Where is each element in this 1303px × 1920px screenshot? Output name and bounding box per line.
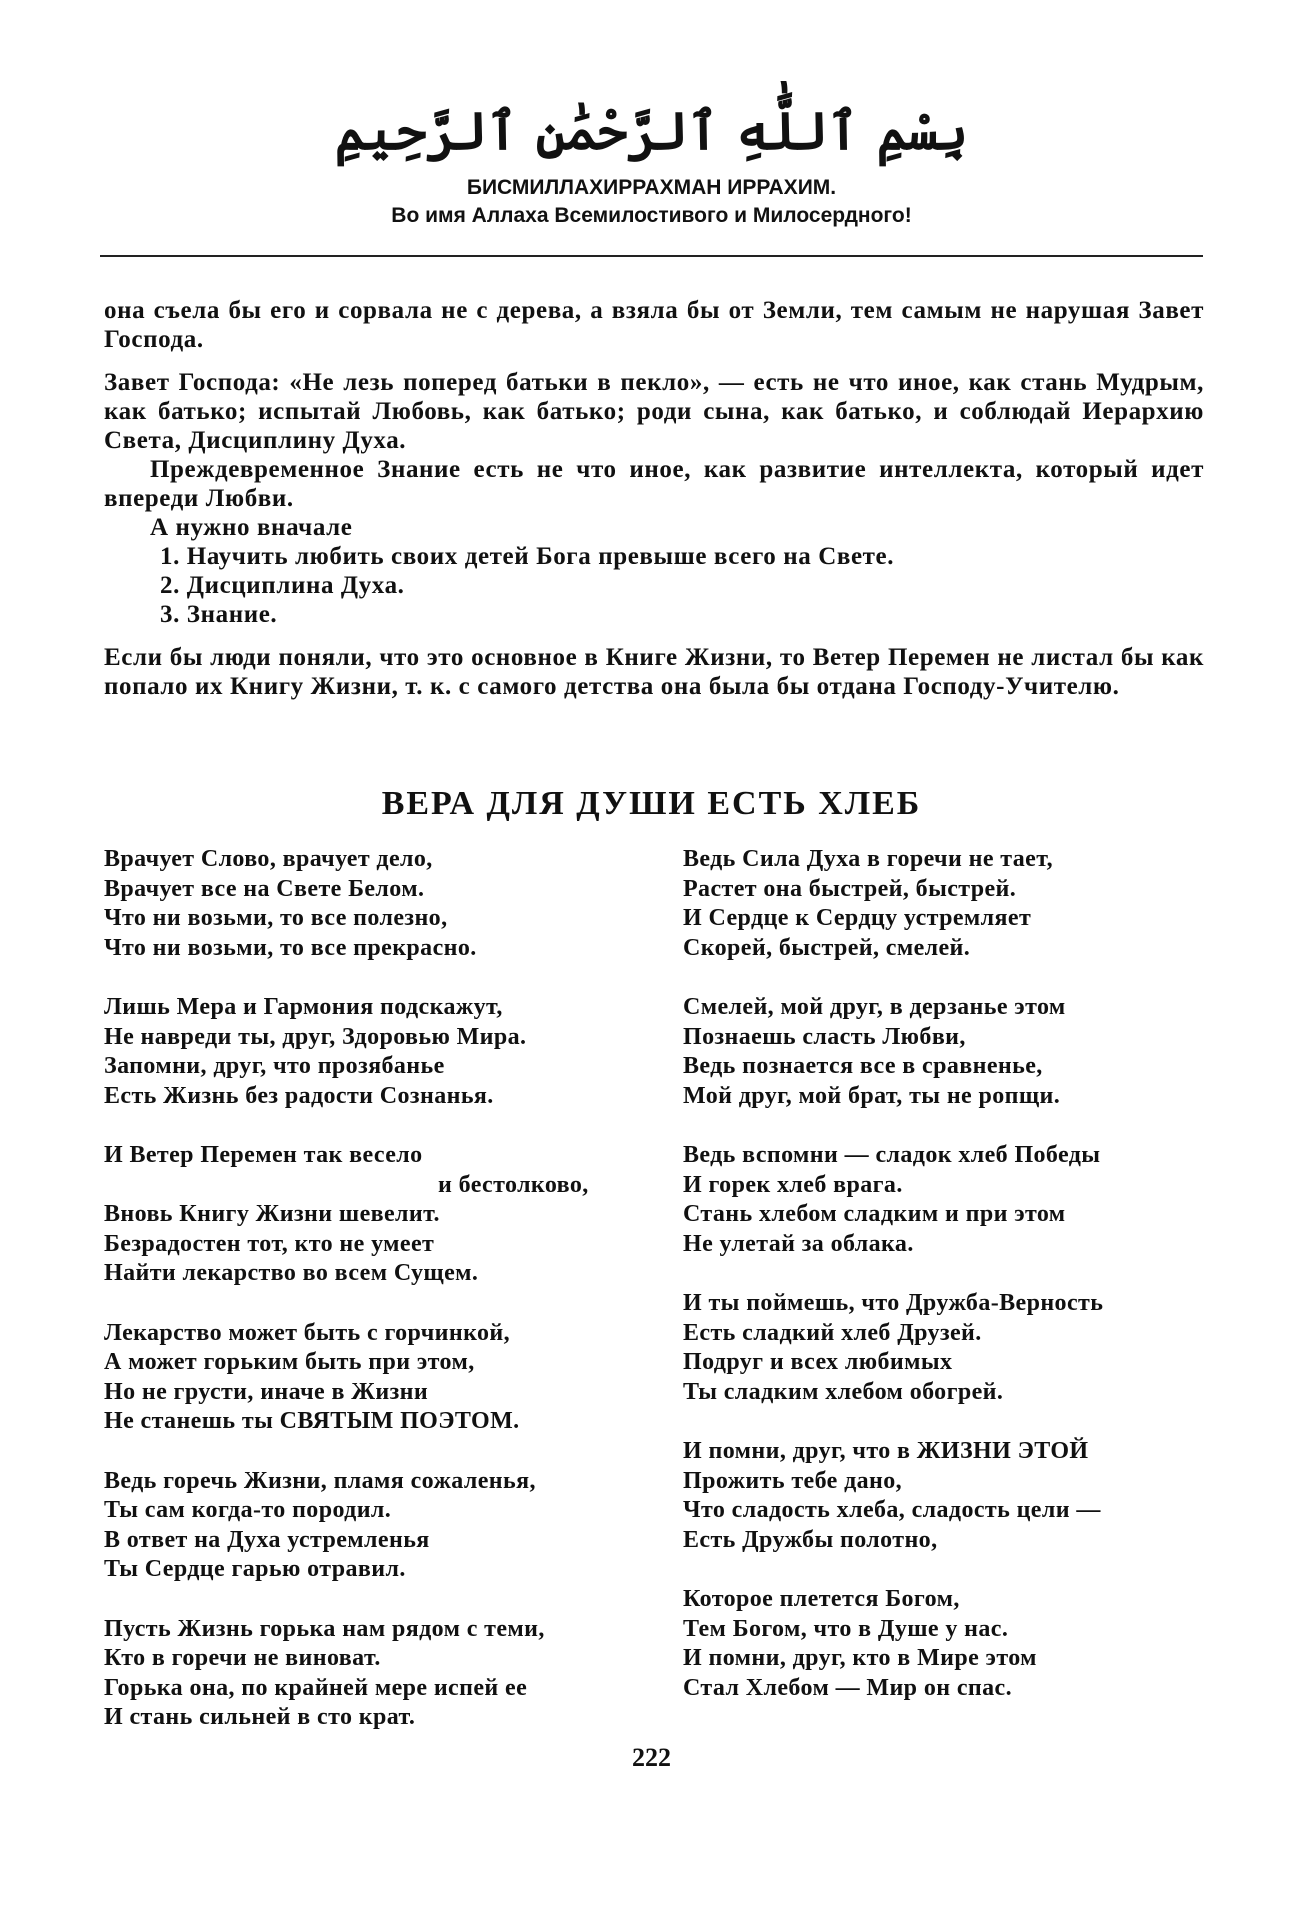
- list-item: 1. Научить любить своих детей Бога превыше всего на Свете.: [160, 543, 895, 570]
- poem-line: Не улетай за облака.: [683, 1230, 914, 1257]
- poem-line-continuation: и бестолково,: [438, 1171, 589, 1198]
- paragraph: она съела бы его и сорвала не с дерева, а взяла бы от Земли, тем самым не нарушая Завет Господа.: [104, 297, 1204, 353]
- stanza: [683, 845, 1213, 963]
- poem-line: Безрадостен тот, кто не умеет: [104, 1230, 435, 1257]
- stanza: [683, 1437, 1213, 1555]
- poem-line: Что ни возьми, то все прекрасно.: [104, 934, 477, 961]
- poem-line: Не навреди ты, друг, Здоровью Мира.: [104, 1023, 527, 1050]
- poem-line: Стал Хлебом — Мир он спас.: [683, 1674, 1012, 1701]
- poem-line: В ответ на Духа устремленья: [104, 1526, 430, 1553]
- stanza: [104, 845, 664, 963]
- poem-line: Подруг и всех любимых: [683, 1349, 953, 1375]
- poem-line: Не станешь ты СВЯТЫМ ПОЭТОМ.: [104, 1408, 520, 1434]
- poem-line: И горек хлеб врага.: [683, 1171, 903, 1198]
- poem-line: Есть сладкий хлеб Друзей.: [683, 1319, 982, 1346]
- poem-line: Запомни, друг, что прозябанье: [104, 1053, 445, 1079]
- basmala-transliteration: БИСМИЛЛАХИРРАХМАН ИРРАХИМ.: [466, 176, 837, 199]
- poem-line: И помни, друг, что в ЖИЗНИ ЭТОЙ: [683, 1438, 1089, 1464]
- poem-line: Познаешь сласть Любви,: [683, 1023, 966, 1050]
- poem-line: Лишь Мера и Гармония подскажут,: [104, 994, 503, 1020]
- stanza: [104, 1615, 664, 1733]
- stanza: [104, 1141, 664, 1289]
- poem-line: Врачует все на Свете Белом.: [104, 875, 425, 902]
- poem-line: Пусть Жизнь горька нам рядом с теми,: [104, 1615, 545, 1642]
- poem-line: Которое плетется Богом,: [683, 1586, 960, 1612]
- stanza: [683, 1585, 1213, 1703]
- stanza: [683, 993, 1213, 1111]
- paragraph: Завет Господа: «Не лезь поперед батьки в пекло», — есть не что иное, как стань Мудрым, как батько; испытай Любовь, как батько; роди сына, как батько, и соблюдай Иерархию Света, Дисциплину Духа.: [104, 369, 1204, 454]
- poem-line: Мой друг, мой брат, ты не ропщи.: [683, 1082, 1061, 1109]
- poem-column-left: [104, 845, 664, 1763]
- stanza: [104, 1467, 664, 1585]
- poem-line: А может горьким быть при этом,: [104, 1349, 475, 1375]
- poem-line: И Ветер Перемен так весело: [104, 1142, 423, 1168]
- page-number: 222: [632, 1743, 671, 1772]
- list-item: 2. Дисциплина Духа.: [160, 572, 405, 599]
- poem-line: Врачует Слово, врачует дело,: [104, 846, 433, 872]
- poem-line: И помни, друг, кто в Мире этом: [683, 1645, 1037, 1671]
- paragraph: Преждевременное Знание есть не что иное, как развитие интеллекта, который идет впереди Любви.: [104, 456, 1204, 512]
- stanza: [104, 993, 664, 1111]
- header-divider: [100, 255, 1203, 257]
- poem-line: Вновь Книгу Жизни шевелит.: [104, 1201, 440, 1227]
- stanza: [683, 1289, 1213, 1407]
- poem-line: Скорей, быстрей, смелей.: [683, 934, 971, 961]
- poem-line: Горька она, по крайней мере испей ее: [104, 1674, 528, 1701]
- poem-line: Смелей, мой друг, в дерзанье этом: [683, 994, 1066, 1020]
- poem-line: Прожить тебе дано,: [683, 1467, 903, 1494]
- basmala-calligraphy: بِسْمِ ٱللَّٰهِ ٱلرَّحْمَٰنِ ٱلرَّحِيمِ: [334, 101, 969, 162]
- poem-title: ВЕРА ДЛЯ ДУШИ ЕСТЬ ХЛЕБ: [381, 785, 922, 822]
- poem-line: Ведь вспомни — сладок хлеб Победы: [683, 1142, 1101, 1168]
- list-item: 3. Знание.: [160, 601, 278, 628]
- poem-line: Ведь познается все в сравненье,: [683, 1053, 1043, 1079]
- poem-line: Ты Сердце гарью отравил.: [104, 1556, 406, 1582]
- poem-line: Кто в горечи не виноват.: [104, 1645, 381, 1671]
- poem-line: Ведь горечь Жизни, пламя сожаленья,: [104, 1467, 536, 1494]
- poem-line: Стань хлебом сладким и при этом: [683, 1201, 1066, 1227]
- poem-line: Ты сам когда-то породил.: [104, 1497, 392, 1523]
- poem-line: И Сердце к Сердцу устремляет: [683, 905, 1032, 931]
- poem-line: Но не грусти, иначе в Жизни: [104, 1378, 429, 1405]
- poem-line: Есть Дружбы полотно,: [683, 1526, 938, 1553]
- poem-line: Ведь Сила Духа в горечи не тает,: [683, 846, 1054, 872]
- poem-line: И ты поймешь, что Дружба-Верность: [683, 1290, 1104, 1316]
- page-header: [100, 92, 1203, 230]
- poem-line: Есть Жизнь без радости Сознанья.: [104, 1082, 494, 1109]
- poem-line: Тем Богом, что в Душе у нас.: [683, 1615, 1009, 1642]
- stanza: [683, 1141, 1213, 1259]
- prose-section: [104, 296, 1204, 701]
- poem-line: И стань сильней в сто крат.: [104, 1704, 416, 1730]
- poem-line: Лекарство может быть с горчинкой,: [104, 1319, 511, 1346]
- paragraph: Если бы люди поняли, что это основное в Книге Жизни, то Ветер Перемен не листал бы как попало их Книгу Жизни, т. к. с самого детства она была бы отдана Господу-Учителю.: [104, 644, 1204, 700]
- poem-line: Что ни возьми, то все полезно,: [104, 905, 448, 931]
- poem-column-right: [683, 845, 1213, 1733]
- poem-line: Ты сладким хлебом обогрей.: [683, 1378, 1004, 1405]
- stanza: [104, 1319, 664, 1437]
- poem-line: Найти лекарство во всем Сущем.: [104, 1260, 479, 1286]
- poem-line: Что сладость хлеба, сладость цели —: [683, 1497, 1101, 1523]
- poem-line: Растет она быстрей, быстрей.: [683, 875, 1017, 902]
- paragraph: А нужно вначале: [150, 514, 353, 541]
- basmala-translation: Во имя Аллаха Всемилостивого и Милосердного!: [391, 204, 912, 227]
